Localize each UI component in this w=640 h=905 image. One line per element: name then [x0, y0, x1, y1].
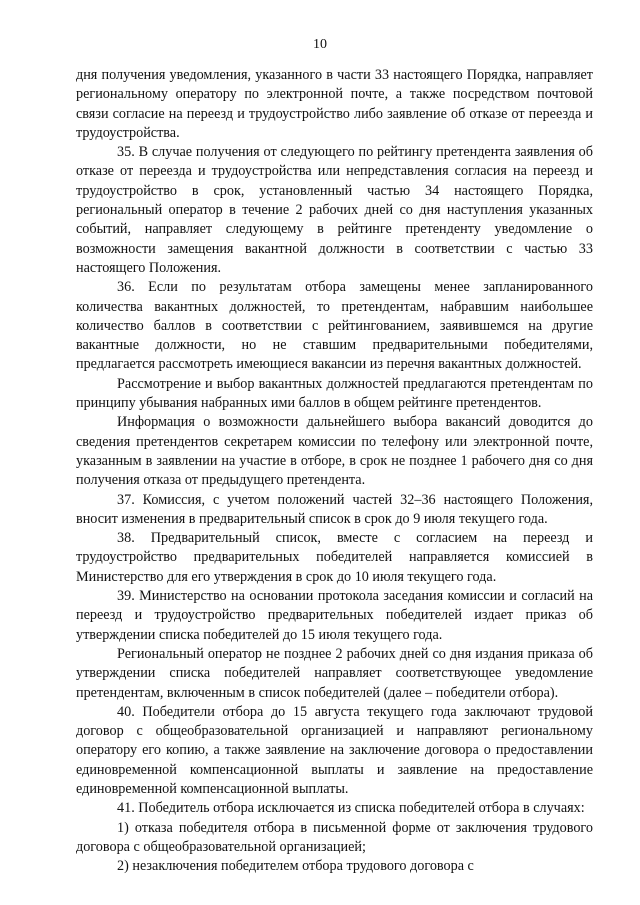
- list-item-1: 1) отказа победителя отбора в письменной форме от заключения трудового договора с общеобразовательной организацией;: [76, 819, 593, 855]
- paragraph-37: 37. Комиссия, с учетом положений частей 32–36 настоящего Положения, вносит изменения в предварительный список в срок до 9 июля текущего года.: [76, 491, 593, 527]
- list-item-2: 2) незаключения победителем отбора трудового договора с: [117, 858, 474, 875]
- paragraph-39: 39. Министерство на основании протокола заседания комиссии и согласий на переезд и трудоустройство предварительных победителей издает приказ об утверждении списка победителей до 15 июля текущего года.: [76, 588, 593, 643]
- paragraph-36: 36. Если по результатам отбора замещены менее запланированного количества вакантных должностей, то претендентам, набравшим наибольшее количество баллов в соответствии с рейтингованием, заявившемся на другие вакантные должности, но не ставшим предварительными победителями, предлагается рассмотреть имеющиеся вакансии из перечня вакантных должностей.: [76, 279, 593, 373]
- paragraph-41: 41. Победитель отбора исключается из списка победителей отбора в случаях:: [117, 800, 585, 817]
- paragraph-continuation: дня получения уведомления, указанного в части 33 настоящего Порядка, направляет региональному оператору по электронной почте, а также посредством почтовой связи согласие на переезд и трудоустройство либо заявление об отказе от переезда и трудоустройства.: [76, 67, 593, 141]
- paragraph-39-notification: Региональный оператор не позднее 2 рабочих дней со дня издания приказа об утверждении списка победителей направляет соответствующее уведомление претендентам, включенным в список победителей (далее – победители отбора).: [76, 645, 593, 701]
- page-number: 10: [313, 37, 327, 52]
- paragraph-36-review: Рассмотрение и выбор вакантных должностей предлагаются претендентам по принципу убывания набранных ими баллов в общем рейтинге претендентов.: [76, 375, 593, 412]
- paragraph-36-information: Информация о возможности дальнейшего выбора вакансий доводится до сведения претендентов секретарем комиссии по телефону или электронной почте, указанным в заявлении на участие в отборе, в срок не позднее 1 рабочего дня со дня получения отказа от предыдущего претендента.: [76, 414, 593, 489]
- document-body: [76, 66, 593, 876]
- paragraph-40: 40. Победители отбора до 15 августа текущего года заключают трудовой договор с общеобразовательной организацией и направляют региональному оператору его копию, а также заявление на заключение договора о предоставлении единовременной компенсационной выплаты и заявление на предоставление единовременной компенсационной выплаты.: [76, 703, 593, 797]
- paragraph-35: 35. В случае получения от следующего по рейтингу претендента заявления об отказе от переезда и трудоустройства или непредставления согласия на переезд и трудоустройство в срок, установленный частью 34 настоящего Порядка, региональный оператор в течение 2 рабочих дней со дня наступления указанных событий, направляет следующему в рейтинге претенденту уведомление о возможности замещения вакантной должности в соответствии с частью 33 настоящего Положения.: [76, 144, 593, 276]
- paragraph-38: 38. Предварительный список, вместе с согласием на переезд и трудоустройство предварительных победителей направляется комиссией в Министерство для его утверждения в срок до 10 июля текущего года.: [76, 530, 593, 585]
